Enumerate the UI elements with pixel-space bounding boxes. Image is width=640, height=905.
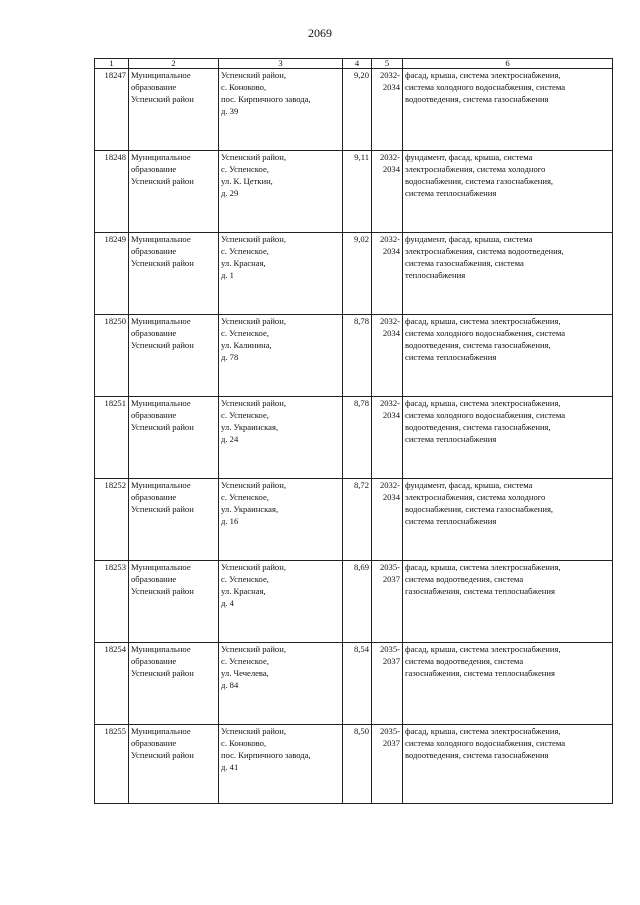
row-number: 18253 — [95, 561, 129, 643]
address-line: с. Успенское, — [221, 245, 269, 256]
address-line: с. Успенское, — [221, 655, 269, 666]
column-header-3: 3 — [219, 59, 343, 69]
column-header-4: 4 — [343, 59, 372, 69]
address-line: Успенский район, — [221, 644, 286, 654]
table-row — [95, 151, 613, 233]
owner-cell — [129, 643, 219, 725]
address-line: д. 78 — [221, 351, 239, 362]
period-line: 2037 — [382, 737, 400, 748]
header-row — [95, 59, 613, 69]
owner-line: Муниципальное — [131, 316, 191, 326]
works-line: фундамент, фасад, крыша, система — [405, 234, 533, 244]
works-line: водоснабжения, система газоснабжения, — [405, 503, 554, 514]
owner-line: Успенский район — [131, 749, 194, 760]
period-line: 2037 — [382, 655, 400, 666]
works-line: система холодного водоснабжения, система — [405, 327, 566, 338]
row-number: 18255 — [95, 725, 129, 804]
period-cell — [372, 69, 403, 151]
owner-line: Успенский район — [131, 93, 194, 104]
registry-table — [94, 58, 613, 804]
works-line: система холодного водоснабжения, система — [405, 409, 566, 420]
works-line: система теплоснабжения — [405, 187, 497, 198]
row-number: 18252 — [95, 479, 129, 561]
owner-line: образование — [131, 491, 177, 502]
address-line: Успенский район, — [221, 316, 286, 326]
works-line: система водоотведения, система — [405, 655, 524, 666]
period-cell — [372, 643, 403, 725]
table-row — [95, 233, 613, 315]
period-line: 2032- — [379, 316, 400, 326]
address-line: Успенский район, — [221, 726, 286, 736]
address-line: д. 41 — [221, 761, 239, 772]
owner-line: Успенский район — [131, 503, 194, 514]
period-line: 2032- — [379, 234, 400, 244]
cost-cell: 8,78 — [343, 397, 372, 479]
owner-line: Муниципальное — [131, 398, 191, 408]
table-row — [95, 561, 613, 643]
owner-line: Муниципальное — [131, 480, 191, 490]
owner-line: Муниципальное — [131, 644, 191, 654]
owner-line: образование — [131, 327, 177, 338]
period-cell — [372, 479, 403, 561]
cost-cell: 9,20 — [343, 69, 372, 151]
period-line: 2032- — [379, 398, 400, 408]
row-number: 18250 — [95, 315, 129, 397]
owner-line: Муниципальное — [131, 152, 191, 162]
column-header-2: 2 — [129, 59, 219, 69]
works-cell — [403, 725, 613, 804]
column-header-1: 1 — [95, 59, 129, 69]
period-line: 2034 — [382, 327, 400, 338]
owner-cell — [129, 315, 219, 397]
owner-cell — [129, 725, 219, 804]
owner-cell — [129, 233, 219, 315]
address-cell — [219, 397, 343, 479]
cost-cell: 8,54 — [343, 643, 372, 725]
row-number: 18251 — [95, 397, 129, 479]
period-line: 2034 — [382, 409, 400, 420]
table-row — [95, 315, 613, 397]
owner-line: образование — [131, 737, 177, 748]
works-line: электроснабжения, система водоотведения, — [405, 245, 564, 256]
table-row — [95, 69, 613, 151]
works-line: водоотведения, система газоснабжения — [405, 93, 549, 104]
address-line: с. Успенское, — [221, 409, 269, 420]
period-line: 2032- — [379, 152, 400, 162]
period-line: 2034 — [382, 491, 400, 502]
address-line: ул. К. Цеткин, — [221, 175, 273, 186]
address-line: Успенский район, — [221, 480, 286, 490]
page-number: 2069 — [308, 26, 332, 40]
owner-line: Успенский район — [131, 421, 194, 432]
owner-line: образование — [131, 163, 177, 174]
address-line: д. 1 — [221, 269, 234, 280]
works-cell — [403, 479, 613, 561]
address-line: ул. Украинская, — [221, 421, 279, 432]
address-cell — [219, 69, 343, 151]
address-line: д. 4 — [221, 597, 234, 608]
works-cell — [403, 315, 613, 397]
address-cell — [219, 725, 343, 804]
address-line: пос. Кирпичного завода, — [221, 749, 311, 760]
address-line: д. 39 — [221, 105, 239, 116]
owner-line: образование — [131, 409, 177, 420]
address-line: Успенский район, — [221, 398, 286, 408]
address-cell — [219, 315, 343, 397]
owner-line: Муниципальное — [131, 726, 191, 736]
works-cell — [403, 233, 613, 315]
period-cell — [372, 561, 403, 643]
address-cell — [219, 561, 343, 643]
works-line: газоснабжения, система теплоснабжения — [405, 667, 555, 678]
cost-cell: 8,69 — [343, 561, 372, 643]
address-cell — [219, 233, 343, 315]
address-line: с. Коноково, — [221, 737, 267, 748]
address-line: ул. Красная, — [221, 585, 266, 596]
row-number: 18254 — [95, 643, 129, 725]
owner-line: Успенский район — [131, 257, 194, 268]
works-line: система водоотведения, система — [405, 573, 524, 584]
period-cell — [372, 233, 403, 315]
works-line: электроснабжения, система холодного — [405, 163, 546, 174]
owner-cell — [129, 561, 219, 643]
works-line: электроснабжения, система холодного — [405, 491, 546, 502]
period-cell — [372, 725, 403, 804]
table-row — [95, 479, 613, 561]
address-line: с. Успенское, — [221, 327, 269, 338]
works-cell — [403, 561, 613, 643]
period-line: 2035- — [379, 562, 400, 572]
owner-line: Успенский район — [131, 585, 194, 596]
owner-line: Успенский район — [131, 667, 194, 678]
column-header-5: 5 — [372, 59, 403, 69]
works-cell — [403, 643, 613, 725]
works-line: фасад, крыша, система электроснабжения, — [405, 644, 561, 654]
address-line: Успенский район, — [221, 234, 286, 244]
period-line: 2032- — [379, 480, 400, 490]
address-line: ул. Украинская, — [221, 503, 279, 514]
cost-cell: 8,50 — [343, 725, 372, 804]
column-header-6: 6 — [403, 59, 613, 69]
owner-line: образование — [131, 655, 177, 666]
works-line: система холодного водоснабжения, система — [405, 737, 566, 748]
works-line: система холодного водоснабжения, система — [405, 81, 566, 92]
works-line: водоснабжения, система газоснабжения, — [405, 175, 554, 186]
owner-line: Муниципальное — [131, 70, 191, 80]
works-line: фундамент, фасад, крыша, система — [405, 152, 533, 162]
cost-cell: 9,11 — [343, 151, 372, 233]
address-line: Успенский район, — [221, 562, 286, 572]
address-line: Успенский район, — [221, 70, 286, 80]
owner-cell — [129, 69, 219, 151]
row-number: 18247 — [95, 69, 129, 151]
period-cell — [372, 315, 403, 397]
owner-line: Муниципальное — [131, 562, 191, 572]
period-line: 2037 — [382, 573, 400, 584]
works-line: теплоснабжения — [405, 269, 466, 280]
works-line: фасад, крыша, система электроснабжения, — [405, 726, 561, 736]
address-cell — [219, 643, 343, 725]
period-line: 2035- — [379, 726, 400, 736]
owner-cell — [129, 151, 219, 233]
owner-line: образование — [131, 573, 177, 584]
address-line: д. 16 — [221, 515, 239, 526]
period-line: 2034 — [382, 163, 400, 174]
table-body — [95, 69, 613, 804]
owner-cell — [129, 397, 219, 479]
works-line: водоотведения, система газоснабжения, — [405, 339, 551, 350]
works-line: газоснабжения, система теплоснабжения — [405, 585, 555, 596]
address-line: с. Успенское, — [221, 491, 269, 502]
owner-line: Муниципальное — [131, 234, 191, 244]
works-line: система теплоснабжения — [405, 433, 497, 444]
address-cell — [219, 479, 343, 561]
owner-line: образование — [131, 245, 177, 256]
owner-line: Успенский район — [131, 339, 194, 350]
owner-line: образование — [131, 81, 177, 92]
works-cell — [403, 397, 613, 479]
address-line: с. Коноково, — [221, 81, 267, 92]
period-line: 2035- — [379, 644, 400, 654]
works-line: система теплоснабжения — [405, 515, 497, 526]
address-line: пос. Кирпичного завода, — [221, 93, 311, 104]
address-line: с. Успенское, — [221, 573, 269, 584]
works-line: фасад, крыша, система электроснабжения, — [405, 70, 561, 80]
row-number: 18249 — [95, 233, 129, 315]
owner-line: Успенский район — [131, 175, 194, 186]
table-row — [95, 725, 613, 804]
cost-cell: 9,02 — [343, 233, 372, 315]
address-line: ул. Чечелева, — [221, 667, 269, 678]
address-line: с. Успенское, — [221, 163, 269, 174]
works-line: фундамент, фасад, крыша, система — [405, 480, 533, 490]
works-line: система газоснабжения, система — [405, 257, 524, 268]
period-cell — [372, 397, 403, 479]
table-row — [95, 397, 613, 479]
works-line: фасад, крыша, система электроснабжения, — [405, 316, 561, 326]
works-line: фасад, крыша, система электроснабжения, — [405, 562, 561, 572]
works-line: фасад, крыша, система электроснабжения, — [405, 398, 561, 408]
address-line: д. 29 — [221, 187, 239, 198]
address-line: д. 84 — [221, 679, 239, 690]
row-number: 18248 — [95, 151, 129, 233]
works-line: водоотведения, система газоснабжения — [405, 749, 549, 760]
works-line: система теплоснабжения — [405, 351, 497, 362]
address-line: д. 24 — [221, 433, 239, 444]
period-line: 2034 — [382, 81, 400, 92]
period-cell — [372, 151, 403, 233]
works-line: водоотведения, система газоснабжения, — [405, 421, 551, 432]
works-cell — [403, 151, 613, 233]
cost-cell: 8,72 — [343, 479, 372, 561]
period-line: 2034 — [382, 245, 400, 256]
owner-cell — [129, 479, 219, 561]
period-line: 2032- — [379, 70, 400, 80]
address-line: ул. Красная, — [221, 257, 266, 268]
table-row — [95, 643, 613, 725]
cost-cell: 8,78 — [343, 315, 372, 397]
address-line: ул. Калинина, — [221, 339, 272, 350]
address-cell — [219, 151, 343, 233]
works-cell — [403, 69, 613, 151]
address-line: Успенский район, — [221, 152, 286, 162]
